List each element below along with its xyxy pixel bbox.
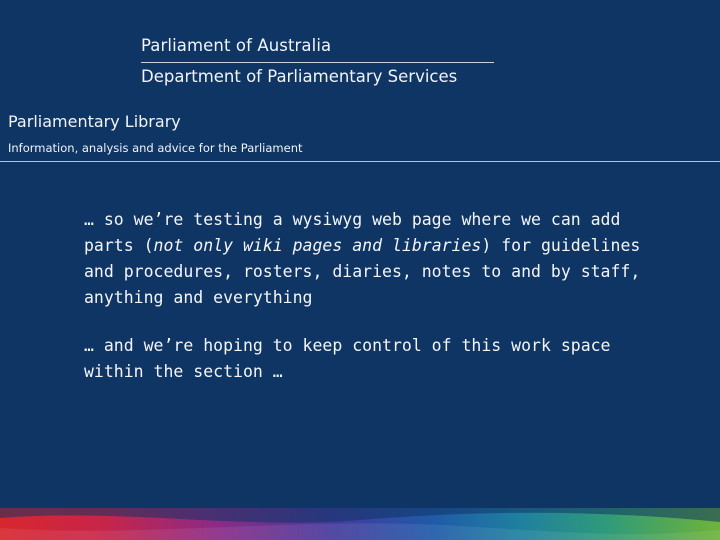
decorative-color-band — [0, 508, 720, 540]
department-name: Department of Parliamentary Services — [141, 67, 458, 86]
paragraph-1-start: … so we’re testing a wysiwyg web page where we can add parts ( — [84, 210, 621, 255]
organisation-name: Parliament of Australia — [141, 36, 332, 55]
paragraph-1-end: ) for guidelines and procedures, rosters, diaries, notes to and by staff, anything and everything — [84, 236, 641, 307]
paragraph-2: … and we’re hoping to keep control of this work space within the section … — [84, 336, 611, 381]
section-divider — [0, 161, 720, 162]
paragraph-1 — [84, 207, 644, 311]
band-wave-graphic — [0, 508, 720, 540]
library-tagline: Information, analysis and advice for the Parliament — [8, 141, 303, 155]
header-rule — [141, 62, 494, 63]
slide-body — [84, 207, 644, 385]
library-title: Parliamentary Library — [8, 112, 181, 131]
paragraph-1-emphasis: not only wiki pages and libraries — [153, 236, 482, 255]
